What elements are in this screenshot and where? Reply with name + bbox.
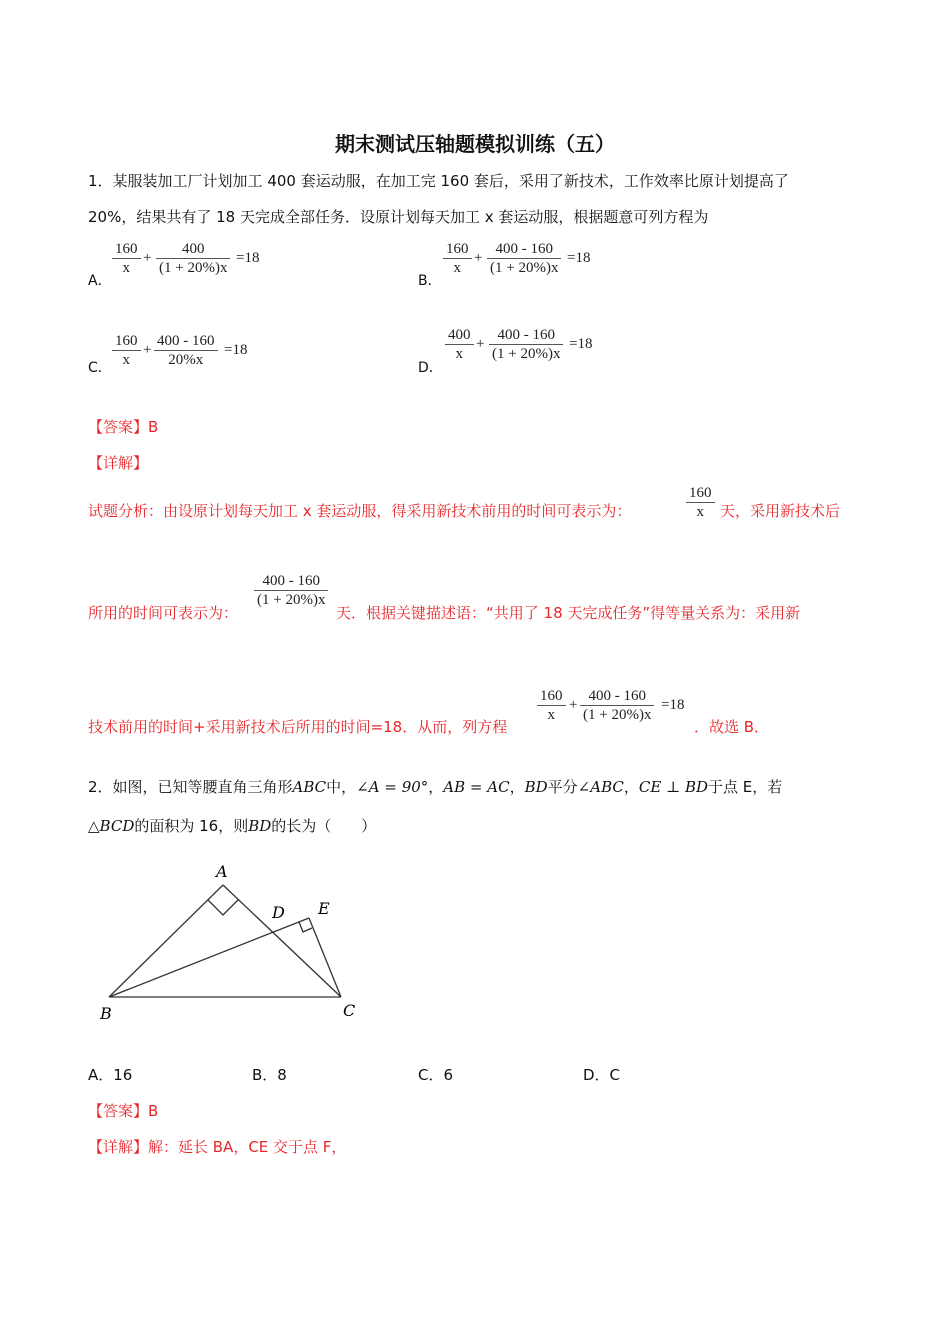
q1-option-d-fraction-2 — [489, 326, 563, 363]
segment-ce — [309, 918, 341, 997]
math-abc: ABC — [292, 778, 327, 796]
point-label-b: B — [100, 1004, 112, 1023]
q1-option-a-fraction-2 — [156, 240, 230, 277]
q2-text: 的面积为 16，则 — [134, 817, 249, 835]
fraction-denominator: x — [696, 504, 704, 520]
math-bd: BD — [248, 817, 272, 835]
fraction-denominator: (1 + 20%)x — [492, 346, 561, 362]
fraction-numerator: 400 - 160 — [487, 240, 561, 259]
q2-answer: 【答案】B — [88, 1102, 159, 1120]
fraction-denominator: (1 + 20%)x — [257, 592, 326, 608]
right-angle-mark-e — [299, 922, 312, 932]
equals-value: =18 — [661, 697, 685, 713]
q1-text-line2: 20%，结果共有了 18 天完成全部任务．设原计划每天加工 x 套运动服，根据题意可列方程为 — [88, 208, 709, 226]
fraction-denominator: x — [122, 352, 130, 368]
fraction-denominator: x — [122, 260, 130, 276]
plus-sign: + — [143, 342, 152, 358]
math-bd: BD — [524, 778, 548, 796]
fraction-denominator: 20%x — [168, 352, 204, 368]
q1-option-a-fraction-1 — [112, 240, 141, 277]
q2-option-c: C．6 — [418, 1066, 454, 1084]
fraction-numerator: 160 — [443, 240, 472, 259]
math-triangle-bcd: △BCD — [88, 817, 135, 835]
q2-option-a: A．16 — [88, 1066, 133, 1084]
q1-option-b-fraction-2 — [487, 240, 561, 277]
equals-value: =18 — [236, 250, 260, 266]
q1-analysis-fraction-2 — [254, 572, 328, 609]
q1-analysis-fraction-4 — [580, 687, 654, 724]
plus-sign: + — [474, 250, 483, 266]
math-ab-ac: AB = AC — [443, 778, 510, 796]
point-label-d: D — [272, 903, 285, 922]
q2-text-line1 — [88, 776, 782, 797]
segment-ab — [109, 885, 223, 997]
q1-analysis-fraction-3 — [537, 687, 566, 724]
math-angle-a: ∠A = 90° — [356, 778, 429, 796]
point-label-a: A — [216, 862, 228, 881]
math-ce-perp-bd: CE ⊥ BD — [638, 778, 708, 796]
q1-answer: 【答案】B — [88, 418, 159, 436]
q2-text-line2 — [88, 815, 376, 836]
math-angle-abc: ∠ABC — [577, 778, 624, 796]
fraction-denominator: (1 + 20%)x — [490, 260, 559, 276]
equals-value: =18 — [569, 336, 593, 352]
fraction-denominator: (1 + 20%)x — [583, 707, 652, 723]
q2-text: 中， — [326, 778, 357, 796]
fraction-denominator: x — [455, 346, 463, 362]
q2-text: ， — [509, 778, 525, 796]
q1-analysis-line2b: 天．根据关键描述语：“共用了 18 天完成任务”得等量关系为：采用新 — [336, 604, 801, 622]
fraction-numerator: 400 — [445, 326, 474, 345]
equals-value: =18 — [567, 250, 591, 266]
fraction-numerator: 160 — [537, 687, 566, 706]
q1-analysis-line1b: 天，采用新技术后 — [720, 502, 841, 520]
q2-text: 平分 — [547, 778, 578, 796]
q1-option-d-label: D． — [418, 360, 443, 376]
fraction-denominator: (1 + 20%)x — [159, 260, 228, 276]
q2-text: 于点 E，若 — [708, 778, 783, 796]
q1-option-b-label: B． — [418, 273, 442, 289]
plus-sign: + — [143, 250, 152, 266]
fraction-denominator: x — [453, 260, 461, 276]
q1-analysis-fraction-1 — [686, 484, 715, 521]
q2-detail: 【详解】解：延长 BA，CE 交于点 F， — [88, 1138, 347, 1156]
right-angle-mark-a — [208, 900, 238, 915]
fraction-numerator: 160 — [686, 484, 715, 503]
page-title: 期末测试压轴题模拟训练（五） — [335, 132, 615, 156]
q1-detail-heading: 【详解】 — [88, 454, 149, 472]
q1-option-b-fraction-1 — [443, 240, 472, 277]
segment-be — [109, 918, 309, 997]
fraction-numerator: 400 - 160 — [489, 326, 563, 345]
fraction-denominator: x — [547, 707, 555, 723]
q1-option-c-fraction-1 — [112, 332, 141, 369]
equals-value: =18 — [224, 342, 248, 358]
q2-option-d: D．C — [583, 1066, 621, 1084]
fraction-numerator: 400 — [156, 240, 230, 259]
fraction-numerator: 160 — [112, 240, 141, 259]
point-label-c: C — [343, 1001, 356, 1020]
q2-text: ， — [623, 778, 639, 796]
plus-sign: + — [569, 697, 578, 713]
q2-text: 2．如图，已知等腰直角三角形 — [88, 778, 293, 796]
q1-option-c-fraction-2 — [154, 332, 218, 369]
point-label-e: E — [318, 899, 330, 918]
q1-option-c-label: C． — [88, 360, 112, 376]
q1-option-d-fraction-1 — [445, 326, 474, 363]
q1-option-a-label: A． — [88, 273, 112, 289]
q1-text-line1: 1．某服装加工厂计划加工 400 套运动服，在加工完 160 套后，采用了新技术，工作效率比原计划提高了 — [88, 172, 789, 190]
q1-analysis-line2a: 所用的时间可表示为： — [88, 604, 239, 622]
q2-text: 的长为（ ） — [271, 817, 377, 835]
triangle-figure — [90, 855, 380, 1030]
q1-analysis-line1a: 试题分析：由设原计划每天加工 x 套运动服，得采用新技术前用的时间可表示为： — [88, 502, 632, 520]
q1-analysis-line3b: ．故选 B． — [694, 718, 770, 736]
plus-sign: + — [476, 336, 485, 352]
fraction-numerator: 400 - 160 — [254, 572, 328, 591]
fraction-numerator: 160 — [112, 332, 141, 351]
q1-analysis-line3a: 技术前用的时间+采用新技术后所用的时间=18．从而，列方程 — [88, 718, 508, 736]
fraction-numerator: 400 - 160 — [154, 332, 218, 351]
fraction-numerator: 400 - 160 — [580, 687, 654, 706]
q2-option-b: B．8 — [252, 1066, 287, 1084]
q2-text: ， — [428, 778, 444, 796]
